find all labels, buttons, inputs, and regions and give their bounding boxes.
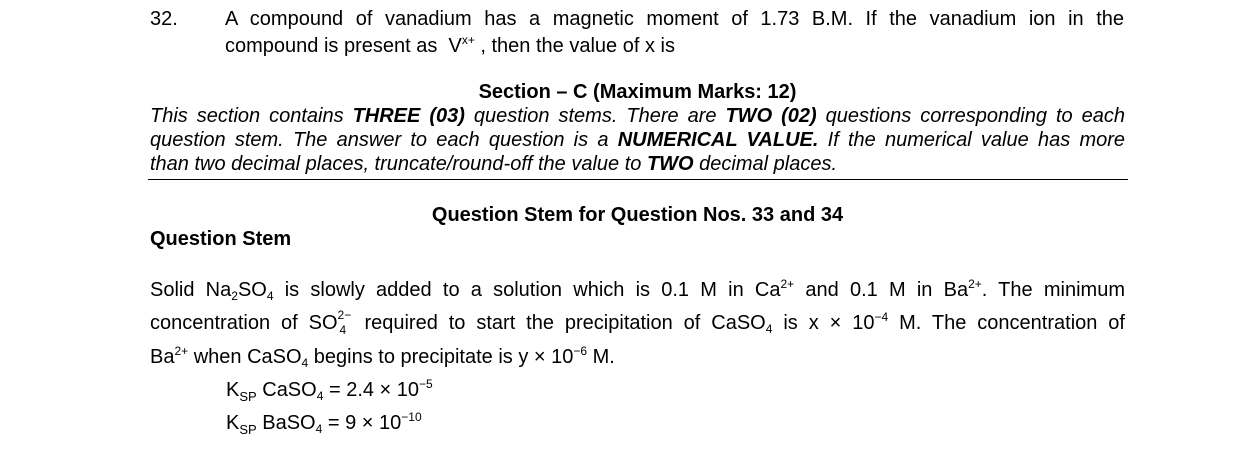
subscript: 4 xyxy=(301,356,309,370)
stem-text: M. xyxy=(587,346,615,368)
stem-line-3 xyxy=(150,346,615,369)
stem-text: SO xyxy=(237,279,267,301)
ksp-subscript: SP xyxy=(239,389,257,404)
question-32-line-1: A compound of vanadium has a magnetic moment of 1.73 B.M. If the vanadium ion in the xyxy=(225,8,1124,30)
superscript: 2− xyxy=(337,307,352,322)
superscript: −10 xyxy=(401,410,422,424)
subscript: 4 xyxy=(315,422,323,436)
ion-charge: x+ xyxy=(461,33,475,47)
section-c-instructions-line-1 xyxy=(150,105,1125,128)
ksp-caso4 xyxy=(226,379,433,402)
section-c-heading: Section – C (Maximum Marks: 12) xyxy=(478,81,797,103)
stem-text: Solid Na xyxy=(150,279,232,301)
question-stem-title: Question Stem for Question Nos. 33 and 34 xyxy=(431,204,844,226)
ksp-subscript: SP xyxy=(239,422,257,437)
instr-text: than two decimal places, truncate/round-off the value to xyxy=(150,153,647,175)
stem-text: BaSO xyxy=(256,412,316,434)
instr-text: If the numerical value has more xyxy=(818,129,1126,151)
question-number: 32. xyxy=(150,8,178,30)
superscript: −5 xyxy=(419,377,433,391)
section-c-instructions-line-3 xyxy=(150,153,837,176)
instr-text: question stem. The answer to each question is a xyxy=(150,129,618,151)
stem-line-1 xyxy=(150,279,1125,302)
subscript: 2 xyxy=(231,289,238,303)
subscript: 4 xyxy=(765,322,773,336)
instr-text: decimal places. xyxy=(693,153,838,175)
vanadium-ion xyxy=(448,35,474,57)
stem-text: CaSO xyxy=(256,379,317,401)
question-stem-label: Question Stem xyxy=(150,228,292,250)
stem-text: M. The concentration of xyxy=(888,312,1125,334)
instr-bold: TWO xyxy=(646,153,694,175)
subscript: 4 xyxy=(339,322,347,337)
instr-bold: TWO (02) xyxy=(725,105,817,127)
stem-text: when CaSO xyxy=(188,346,302,368)
instr-bold: THREE (03) xyxy=(352,105,465,127)
instr-text: This section contains xyxy=(150,105,353,127)
stem-text: concentration of SO xyxy=(150,312,338,334)
ksp-baso4 xyxy=(226,412,422,435)
section-c-instructions-line-2 xyxy=(150,129,1125,152)
superscript: −4 xyxy=(874,310,889,324)
stem-text: = 9 × 10 xyxy=(322,412,402,434)
sulfate-charge xyxy=(337,307,354,337)
stem-text: is x × 10 xyxy=(772,312,875,334)
superscript: 2+ xyxy=(780,277,795,291)
instr-text: questions corresponding to each xyxy=(816,105,1125,127)
instr-text: question stems. There are xyxy=(464,105,726,127)
superscript: −6 xyxy=(573,344,588,358)
superscript: 2+ xyxy=(174,344,189,358)
ksp-k: K xyxy=(226,379,240,401)
stem-text: and 0.1 M in Ba xyxy=(794,279,969,301)
stem-text: = 2.4 × 10 xyxy=(323,379,420,401)
ksp-k: K xyxy=(226,412,240,434)
question-32-line-2 xyxy=(225,35,675,58)
section-divider xyxy=(148,179,1128,180)
ion-base: V xyxy=(448,35,462,57)
stem-text: begins to precipitate is y × 10 xyxy=(308,346,574,368)
stem-text: is slowly added to a solution which is 0.1 M in Ca xyxy=(273,279,781,301)
stem-line-2 xyxy=(150,307,1125,337)
stem-text: . The minimum xyxy=(981,279,1125,301)
subscript: 4 xyxy=(266,289,274,303)
stem-text: Ba xyxy=(150,346,175,368)
instr-bold: NUMERICAL VALUE. xyxy=(617,129,819,151)
superscript: 2+ xyxy=(968,277,982,291)
stem-text: required to start the precipitation of CaSO xyxy=(353,312,766,334)
q32-text-pre: compound is present as xyxy=(225,35,438,57)
subscript: 4 xyxy=(316,389,324,403)
q32-text-post: , then the value of x is xyxy=(480,35,675,57)
